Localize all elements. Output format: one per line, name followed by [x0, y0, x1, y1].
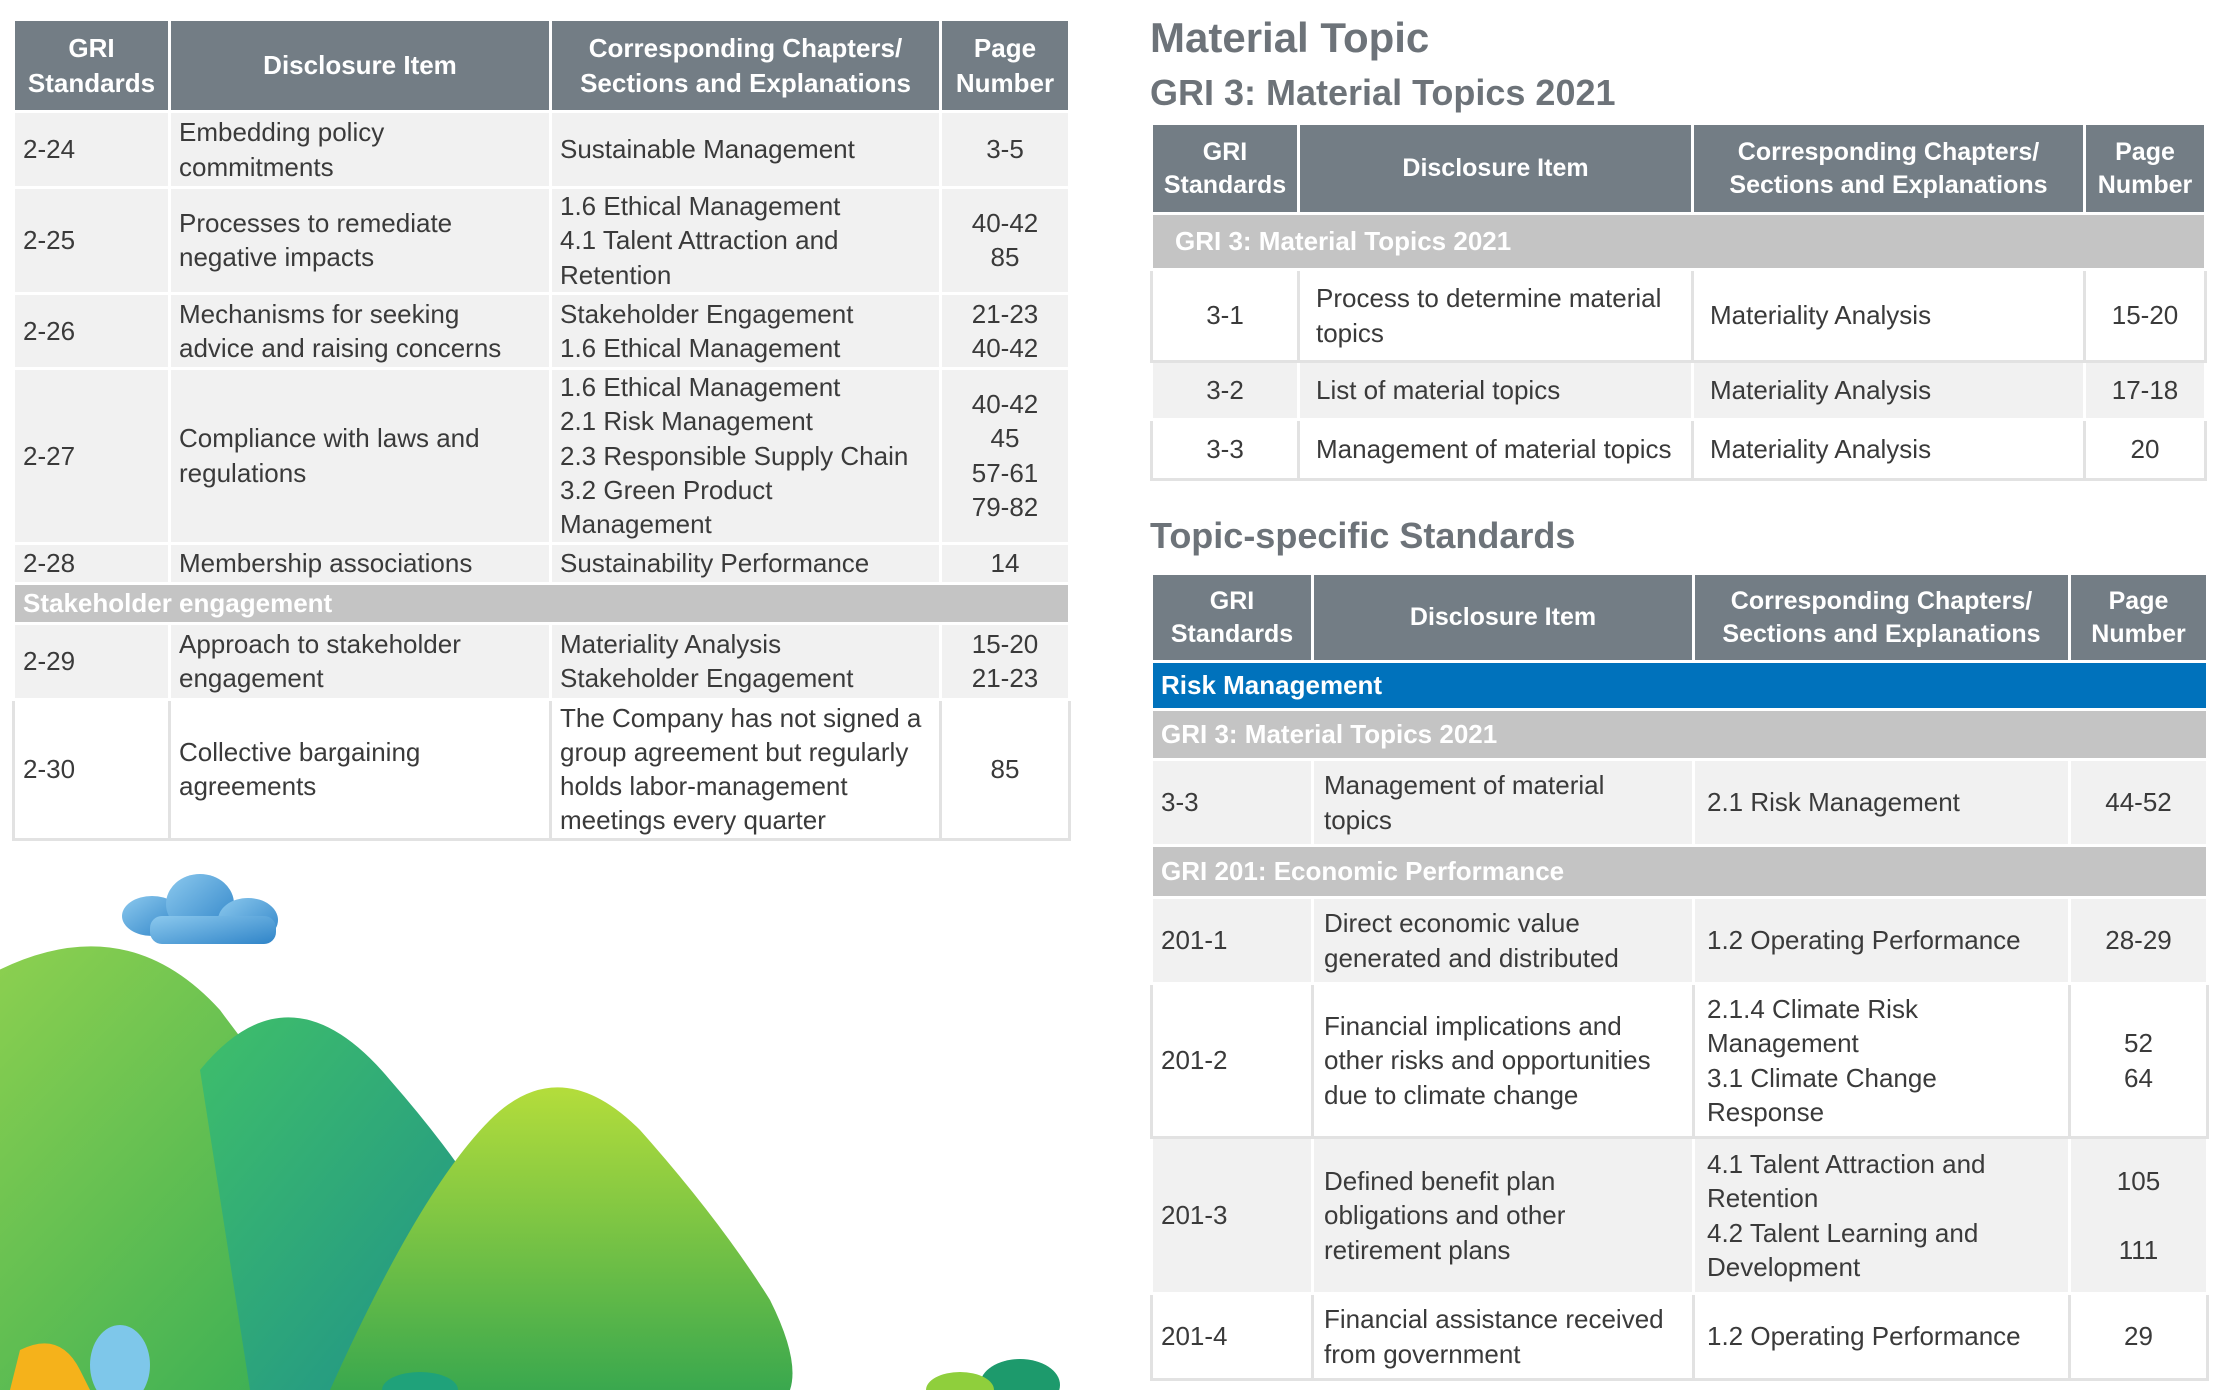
- table-row: [1152, 898, 2208, 984]
- table-row: [1152, 362, 2206, 420]
- page-number: 105 111: [2070, 1138, 2208, 1294]
- page-number: 17-18: [2085, 362, 2206, 420]
- chapters: 1.6 Ethical Management 2.1 Risk Management 2.3 Responsible Supply Chain 3.2 Green Product Management: [551, 368, 941, 543]
- table-row: [1152, 420, 2206, 480]
- gri-code: 201-1: [1152, 898, 1313, 984]
- chapters: Materiality Analysis: [1693, 362, 2085, 420]
- page-number: 15-20 21-23: [941, 623, 1070, 699]
- gri-code: 2-30: [14, 699, 170, 839]
- page-number: 14: [941, 543, 1070, 583]
- table-header-row: [1152, 574, 2208, 662]
- gri-code: 2-26: [14, 293, 170, 368]
- gri-code: 201-4: [1152, 1294, 1313, 1380]
- chapters: Materiality Analysis Stakeholder Engagement: [551, 623, 941, 699]
- material-topic-subtitle: GRI 3: Material Topics 2021: [1150, 72, 1616, 113]
- cloud-icon: [122, 874, 278, 944]
- table-row: [14, 188, 1070, 294]
- disclosure-item: Process to determine material topics: [1299, 270, 1693, 362]
- section-title: GRI 3: Material Topics 2021: [1152, 214, 2206, 270]
- page-number: 40-42 45 57-61 79-82: [941, 368, 1070, 543]
- disclosure-item: Financial implications and other risks and opportunities due to climate change: [1313, 984, 1694, 1138]
- page-number: 28-29: [2070, 898, 2208, 984]
- chapters: The Company has not signed a group agreement but regularly holds labor-management meetings every quarter: [551, 699, 941, 839]
- disclosure-item: Management of material topics: [1299, 420, 1693, 480]
- disclosure-item: Mechanisms for seeking advice and raising concerns: [170, 293, 551, 368]
- col-gri-standards: GRI Standards: [14, 20, 170, 112]
- mountain-illustration: [0, 860, 1100, 1390]
- section-row: [14, 583, 1070, 623]
- table-row: [14, 623, 1070, 699]
- gri-code: 2-28: [14, 543, 170, 583]
- table-row: [1152, 270, 2206, 362]
- chapters: Materiality Analysis: [1693, 270, 2085, 362]
- page-number: 15-20: [2085, 270, 2206, 362]
- table-row: [14, 368, 1070, 543]
- col-page-number: Page Number: [2070, 574, 2208, 662]
- page-number: 3-5: [941, 112, 1070, 188]
- disclosure-item: Approach to stakeholder engagement: [170, 623, 551, 699]
- chapters: Sustainability Performance: [551, 543, 941, 583]
- chapters: Materiality Analysis: [1693, 420, 2085, 480]
- col-disclosure-item: Disclosure Item: [1299, 124, 1693, 214]
- table-header-row: [1152, 124, 2206, 214]
- disclosure-item: Compliance with laws and regulations: [170, 368, 551, 543]
- page-number: 85: [941, 699, 1070, 839]
- page-number: 20: [2085, 420, 2206, 480]
- disclosure-item: Embedding policy commitments: [170, 112, 551, 188]
- page-number: 40-42 85: [941, 188, 1070, 294]
- section-title: Stakeholder engagement: [14, 583, 1070, 623]
- gri-code: 201-3: [1152, 1138, 1313, 1294]
- gri-code: 2-24: [14, 112, 170, 188]
- page-number: 44-52: [2070, 760, 2208, 846]
- col-page-number: Page Number: [941, 20, 1070, 112]
- page-number: 52 64: [2070, 984, 2208, 1138]
- table-row: [14, 699, 1070, 839]
- table-row: [14, 293, 1070, 368]
- col-gri-standards: GRI Standards: [1152, 124, 1299, 214]
- section-row: [1152, 214, 2206, 270]
- chapters: Stakeholder Engagement 1.6 Ethical Management: [551, 293, 941, 368]
- table-row: [14, 112, 1070, 188]
- chapters: 4.1 Talent Attraction and Retention 4.2 Talent Learning and Development: [1694, 1138, 2070, 1294]
- chapters: 2.1.4 Climate Risk Management 3.1 Climate Change Response: [1694, 984, 2070, 1138]
- col-disclosure-item: Disclosure Item: [1313, 574, 1694, 662]
- section-row: [1152, 846, 2208, 898]
- col-chapters: Corresponding Chapters/ Sections and Explanations: [1694, 574, 2070, 662]
- col-chapters: Corresponding Chapters/ Sections and Explanations: [551, 20, 941, 112]
- gri-code: 2-25: [14, 188, 170, 294]
- gri-code: 2-29: [14, 623, 170, 699]
- topic-specific-table: [1150, 572, 2209, 1381]
- page-number: 21-23 40-42: [941, 293, 1070, 368]
- chapters: Sustainable Management: [551, 112, 941, 188]
- disclosure-item: Collective bargaining agreements: [170, 699, 551, 839]
- disclosure-item: Processes to remediate negative impacts: [170, 188, 551, 294]
- section-title: GRI 3: Material Topics 2021: [1152, 710, 2208, 760]
- chapters: 2.1 Risk Management: [1694, 760, 2070, 846]
- disclosure-item: Membership associations: [170, 543, 551, 583]
- material-topics-table: [1150, 122, 2207, 481]
- gri-code: 201-2: [1152, 984, 1313, 1138]
- table-header-row: [14, 20, 1070, 112]
- section-row: [1152, 710, 2208, 760]
- gri-code: 3-3: [1152, 420, 1299, 480]
- topic-specific-title: Topic-specific Standards: [1150, 515, 1576, 556]
- disclosure-item: Management of material topics: [1313, 760, 1694, 846]
- col-gri-standards: GRI Standards: [1152, 574, 1313, 662]
- disclosure-item: List of material topics: [1299, 362, 1693, 420]
- section-title: GRI 201: Economic Performance: [1152, 846, 2208, 898]
- chapters: 1.6 Ethical Management 4.1 Talent Attraction and Retention: [551, 188, 941, 294]
- disclosure-item: Financial assistance received from government: [1313, 1294, 1694, 1380]
- gri-code: 2-27: [14, 368, 170, 543]
- disclosure-item: Direct economic value generated and distributed: [1313, 898, 1694, 984]
- material-topic-title: Material Topic: [1150, 14, 1430, 61]
- disclosure-item: Defined benefit plan obligations and other retirement plans: [1313, 1138, 1694, 1294]
- chapters: 1.2 Operating Performance: [1694, 898, 2070, 984]
- col-disclosure-item: Disclosure Item: [170, 20, 551, 112]
- col-page-number: Page Number: [2085, 124, 2206, 214]
- table-row: [14, 543, 1070, 583]
- gri-2-disclosure-table: [12, 18, 1071, 841]
- gri-code: 3-3: [1152, 760, 1313, 846]
- table-row: [1152, 1294, 2208, 1380]
- chapters: 1.2 Operating Performance: [1694, 1294, 2070, 1380]
- table-row: [1152, 1138, 2208, 1294]
- topic-band-title: Risk Management: [1152, 662, 2208, 710]
- col-chapters: Corresponding Chapters/ Sections and Explanations: [1693, 124, 2085, 214]
- gri-code: 3-1: [1152, 270, 1299, 362]
- table-row: [1152, 760, 2208, 846]
- page-number: 29: [2070, 1294, 2208, 1380]
- table-row: [1152, 984, 2208, 1138]
- topic-band-row: [1152, 662, 2208, 710]
- gri-code: 3-2: [1152, 362, 1299, 420]
